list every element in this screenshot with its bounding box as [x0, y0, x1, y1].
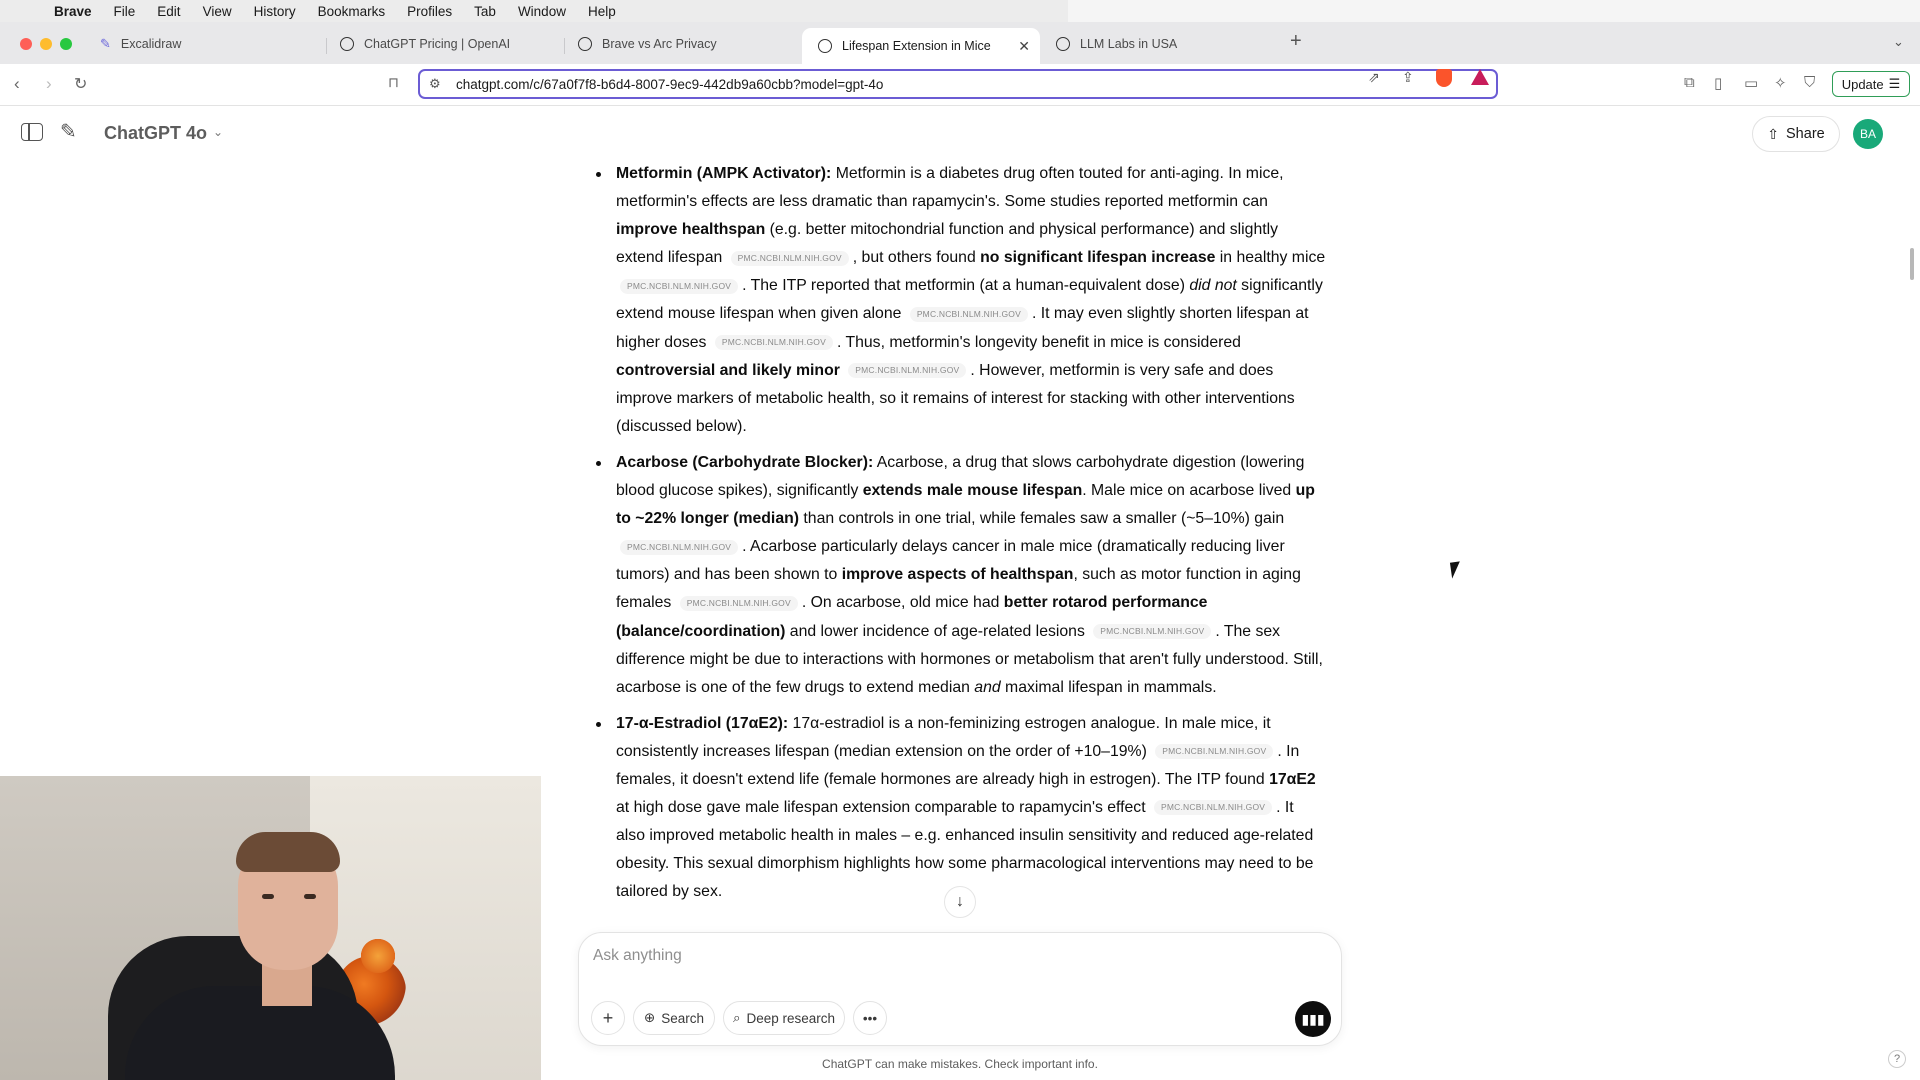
bold-text: improve aspects of healthspan [841, 566, 1074, 584]
scrollbar-thumb[interactable] [1910, 248, 1914, 280]
menu-history[interactable]: History [253, 3, 296, 19]
excalidraw-icon: ✎ [100, 36, 111, 51]
webcam-person-eye [262, 894, 274, 899]
menu-edit[interactable]: Edit [157, 3, 181, 19]
add-attachment-button[interactable] [591, 1001, 625, 1035]
macos-menu-bar [0, 0, 1920, 22]
menu-bar-right-area [1068, 0, 1920, 22]
search-button[interactable] [633, 1001, 715, 1035]
share-button[interactable] [1752, 116, 1840, 152]
body-text: than controls in one trial, while females saw a smaller (~5–10%) gain [799, 510, 1285, 528]
wallet-icon[interactable]: ▭ [1744, 75, 1759, 92]
waveform-icon: ▮▮▮ [1301, 1010, 1325, 1027]
menu-view[interactable]: View [202, 3, 232, 19]
telescope-icon: ⌕ [732, 1010, 741, 1025]
new-chat-icon[interactable]: ✎ [60, 121, 77, 143]
body-text: and lower incidence of age-related lesions [785, 622, 1090, 640]
composer [578, 932, 1342, 1046]
mouse-cursor [1450, 561, 1462, 578]
citation-link[interactable]: PMC.NCBI.NLM.NIH.GOV [731, 251, 849, 266]
bold-text: 17αE2 [1269, 770, 1316, 788]
close-tab-icon[interactable]: ✕ [1018, 37, 1030, 54]
body-text: . On acarbose, old mice had [801, 594, 1004, 612]
citation-link[interactable]: PMC.NCBI.NLM.NIH.GOV [848, 363, 966, 378]
share-icon: ⇧ [1767, 125, 1780, 142]
prompt-input[interactable] [593, 941, 1193, 971]
tab-label: LLM Labs in USA [1080, 37, 1178, 51]
scroll-to-bottom-button[interactable]: ↓ [944, 886, 976, 918]
body-text: maximal lifespan in mammals. [1000, 678, 1217, 696]
body-text: . It also improved metabolic health in males – e.g. enhanced insulin sensitivity and reduced age-related obesity. This sexual dimorphism highlights how some pharmacological interventions may need to be tailored by sex. [616, 799, 1314, 901]
body-text: at high dose gave male lifespan extension comparable to rapamycin's effect [616, 799, 1150, 817]
menu-file[interactable]: File [113, 3, 136, 19]
body-text [840, 362, 844, 379]
bold-text: up to ~22% longer (median) [616, 482, 1315, 528]
citation-link[interactable]: PMC.NCBI.NLM.NIH.GOV [1154, 800, 1272, 815]
voice-mode-button[interactable] [1295, 1001, 1331, 1037]
update-button[interactable] [1832, 71, 1910, 97]
body-text: Acarbose, a drug that slows carbohydrate digestion (lowering blood glucose spikes), significantly [616, 453, 1305, 500]
address-bar[interactable] [418, 69, 1498, 99]
sidebar-panel-icon[interactable]: ▯ [1714, 75, 1723, 92]
chat-header [0, 106, 1920, 162]
new-tab-button[interactable]: + [1290, 30, 1302, 52]
tab-brave-vs-arc[interactable] [562, 28, 802, 60]
body-text: 17α-estradiol is a non-feminizing estrogen analogue. In male mice, it consistently increases lifespan (median extension on the order of +10–19%) [616, 714, 1271, 760]
extensions-icon[interactable]: ⧉ [1684, 74, 1695, 91]
plus-icon: + [602, 1007, 614, 1028]
minimize-window-button[interactable] [40, 38, 52, 50]
leo-ai-icon[interactable]: ✧ [1774, 75, 1787, 92]
openai-icon [1056, 37, 1070, 51]
reload-icon[interactable]: ↻ [74, 76, 88, 93]
body-text: significantly extend mouse lifespan when given alone [616, 277, 1323, 323]
vpn-shield-icon[interactable]: ⛉ [1804, 74, 1816, 91]
bold-text: controversial and likely minor [616, 361, 840, 379]
body-text: , but others found [852, 249, 981, 267]
bold-text: extends male mouse lifespan [862, 482, 1083, 500]
body-text: . The ITP reported that metformin (at a human-equivalent dose) [742, 277, 1190, 295]
body-text: (e.g. better mitochondrial function and physical performance) and slightly extend lifespan [616, 221, 1279, 267]
openai-icon [340, 37, 354, 51]
tab-label: Excalidraw [120, 37, 182, 51]
disclaimer-text: ChatGPT can make mistakes. Check important info. [822, 1057, 1098, 1071]
deep-research-label: Deep research [746, 1010, 836, 1026]
deep-research-button[interactable] [723, 1001, 845, 1035]
tab-label: Lifespan Extension in Mice [842, 39, 991, 53]
avatar[interactable]: BA [1853, 119, 1883, 149]
ellipsis-icon: ••• [862, 1010, 878, 1026]
site-settings-icon[interactable]: ⚙ [429, 76, 441, 91]
list-item-title: Acarbose (Carbohydrate Blocker): [616, 453, 874, 471]
webcam-person-body [125, 986, 395, 1080]
italic-text: and [974, 678, 1001, 696]
zoom-window-button[interactable] [60, 38, 72, 50]
help-icon[interactable]: ? [1888, 1050, 1906, 1068]
citation-link[interactable]: PMC.NCBI.NLM.NIH.GOV [620, 279, 738, 294]
citation-link[interactable]: PMC.NCBI.NLM.NIH.GOV [680, 596, 798, 611]
back-arrow-icon[interactable]: ‹ [14, 74, 20, 93]
body-text: . It may even slightly shorten lifespan at higher doses [616, 305, 1309, 351]
tab-llm-labs[interactable] [1040, 28, 1280, 60]
bold-text: better rotarod performance (balance/coordination) [616, 594, 1208, 640]
sidebar-toggle-icon[interactable] [21, 123, 43, 141]
hamburger-menu-icon: ☰ [1888, 76, 1901, 91]
body-text: . Male mice on acarbose lived [1082, 482, 1296, 500]
share-page-icon[interactable]: ⇪ [1402, 69, 1414, 85]
menu-bookmarks[interactable]: Bookmarks [317, 3, 386, 19]
chevron-down-icon[interactable]: ⌄ [213, 125, 224, 139]
menu-profiles[interactable]: Profiles [407, 3, 453, 19]
list-item [596, 160, 1326, 441]
brave-shields-icon[interactable] [1436, 69, 1452, 87]
model-selector[interactable]: ChatGPT 4o [104, 123, 208, 143]
bold-text: no significant lifespan increase [980, 249, 1216, 267]
close-window-button[interactable] [20, 38, 32, 50]
tab-excalidraw[interactable] [84, 28, 324, 60]
assistant-message [596, 160, 1326, 914]
body-text: . In females, it doesn't extend life (female hormones are already high in estrogen). The ITP found [616, 742, 1300, 788]
body-text: . However, metformin is very safe and does improve markers of metabolic health, so it remains of interest for stacking with other interventions (discussed below). [616, 361, 1295, 435]
menu-tab[interactable]: Tab [474, 3, 496, 19]
citation-link[interactable]: PMC.NCBI.NLM.NIH.GOV [1093, 624, 1211, 639]
open-external-icon[interactable]: ⇗ [1368, 69, 1380, 85]
brave-rewards-icon[interactable] [1471, 69, 1489, 85]
citation-link[interactable]: PMC.NCBI.NLM.NIH.GOV [620, 540, 738, 555]
body-text: , such as motor function in aging females [616, 566, 1301, 612]
browser-toolbar [0, 64, 1920, 106]
tab-list-chevron-icon[interactable]: ⌄ [1893, 34, 1904, 49]
body-text: Metformin is a diabetes drug often touted for anti-aging. In mice, metformin's effects are less dramatic than rapamycin's. Some studies reported metformin can [616, 165, 1284, 211]
menu-window[interactable]: Window [517, 3, 566, 19]
openai-icon [578, 37, 592, 51]
menu-app-name[interactable]: Brave [54, 3, 92, 19]
body-text: . Acarbose particularly delays cancer in male mice (dramatically reducing liver tumors) and has been shown to [616, 538, 1285, 584]
bold-text: improve healthspan [616, 221, 766, 239]
body-text: . Thus, metformin's longevity benefit in mice is considered [836, 333, 1241, 351]
citation-link[interactable]: PMC.NCBI.NLM.NIH.GOV [1155, 744, 1273, 759]
list-item-title: 17-α-Estradiol (17αE2): [616, 714, 789, 732]
share-label: Share [1786, 126, 1825, 142]
search-label: Search [661, 1010, 705, 1026]
list-item-title: Metformin (AMPK Activator): [616, 165, 832, 182]
menu-help[interactable]: Help [587, 3, 616, 19]
italic-text: did not [1189, 277, 1237, 295]
webcam-person-eye [304, 894, 316, 899]
update-label: Update [1841, 76, 1884, 92]
list-item [596, 710, 1326, 907]
citation-link[interactable]: PMC.NCBI.NLM.NIH.GOV [910, 307, 1028, 322]
forward-arrow-icon[interactable]: › [46, 74, 52, 93]
body-text: in healthy mice [1215, 249, 1326, 267]
tab-lifespan-extension[interactable] [802, 28, 1040, 64]
webcam-overlay [0, 776, 541, 1080]
tab-label: Brave vs Arc Privacy [602, 37, 717, 51]
webcam-person-hair [236, 832, 340, 872]
webcam-flowers [358, 936, 398, 976]
url-text[interactable]: chatgpt.com/c/67a0f7f8-b6d4-8007-9ec9-442db9a60cbb?model=gpt-4o [456, 76, 884, 92]
globe-icon: ⊕ [643, 1010, 656, 1025]
tab-chatgpt-pricing[interactable] [324, 28, 564, 60]
tab-label: ChatGPT Pricing | OpenAI [364, 37, 511, 51]
body-text: . The sex difference might be due to interactions with hormones or metabolism that aren't fully understood. Still, acarbose is one of the few drugs to extend median [616, 622, 1323, 696]
citation-link[interactable]: PMC.NCBI.NLM.NIH.GOV [715, 335, 833, 350]
list-item [596, 449, 1326, 702]
more-tools-button[interactable] [853, 1001, 887, 1035]
bookmark-icon[interactable]: ⊓ [388, 74, 399, 90]
openai-icon [818, 39, 832, 53]
